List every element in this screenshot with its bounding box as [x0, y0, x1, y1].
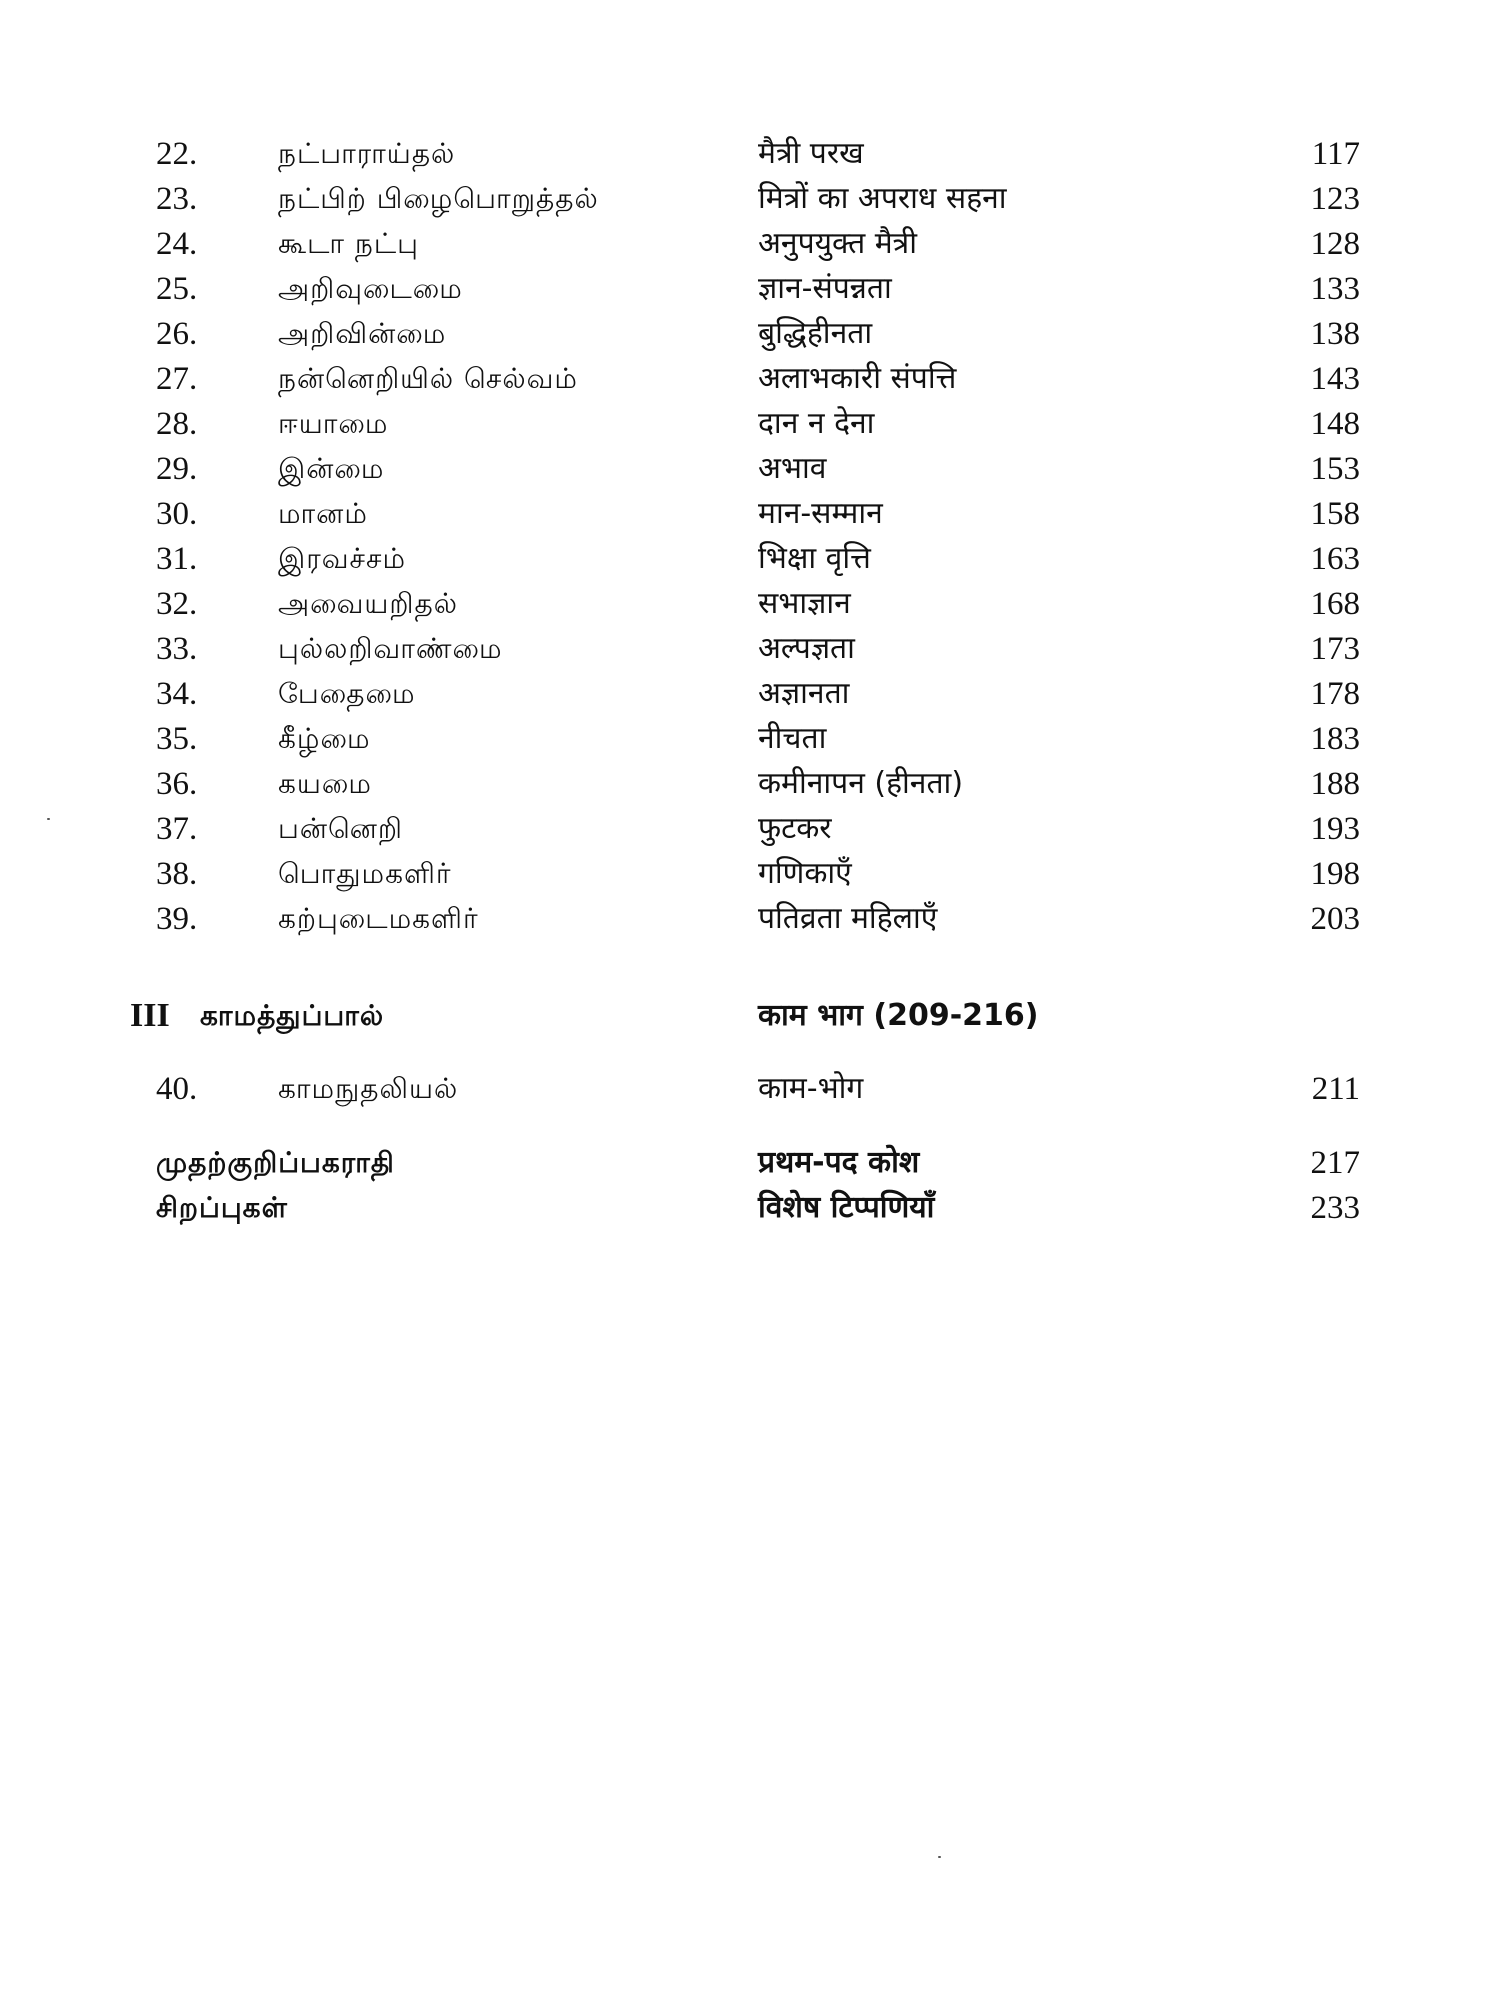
entry-number: 36. — [156, 766, 198, 802]
entry-page-number: 198 — [1310, 856, 1360, 892]
section-heading — [0, 994, 1500, 1038]
entry-hindi-title: भिक्षा वृत्ति — [758, 541, 871, 576]
entry-hindi-title: अज्ञानता — [758, 676, 850, 711]
toc-row — [0, 672, 1500, 716]
entry-number: 38. — [156, 856, 198, 892]
section-hindi-title: काम भाग (209-216) — [758, 998, 1039, 1033]
entry-hindi-title: पतिव्रता महिलाएँ — [758, 901, 938, 936]
entry-number: 24. — [156, 226, 198, 262]
entry-number: 32. — [156, 586, 198, 622]
entry-page-number: 203 — [1310, 901, 1360, 937]
entry-hindi-title: अलाभकारी संपत्ति — [758, 361, 957, 396]
entry-hindi-title: मैत्री परख — [758, 136, 864, 171]
entry-hindi-title: गणिकाएँ — [758, 856, 852, 891]
toc-row — [0, 447, 1500, 491]
entry-page-number: 128 — [1310, 226, 1360, 262]
toc-row — [0, 492, 1500, 536]
entry-number: 23. — [156, 181, 198, 217]
toc-row — [0, 402, 1500, 446]
entry-tamil-title: பொதுமகளிர் — [278, 857, 452, 890]
entry-hindi-title: ज्ञान-संपन्नता — [758, 271, 892, 306]
toc-row — [0, 897, 1500, 941]
entry-tamil-title: அறிவுடைமை — [278, 272, 463, 305]
toc-row — [0, 1067, 1500, 1111]
entry-page-number: 168 — [1310, 586, 1360, 622]
appendix-hindi-title: प्रथम-पद कोश — [758, 1145, 920, 1180]
scan-speck — [938, 1856, 941, 1858]
toc-row — [0, 807, 1500, 851]
entry-number: 40. — [156, 1071, 198, 1107]
entry-tamil-title: பன்னெறி — [278, 812, 404, 845]
entry-page-number: 211 — [1311, 1071, 1360, 1107]
entry-page-number: 163 — [1310, 541, 1360, 577]
entry-tamil-title: காமநுதலியல் — [278, 1072, 459, 1105]
toc-row — [0, 177, 1500, 221]
toc-row — [0, 222, 1500, 266]
appendix-row — [0, 1141, 1500, 1185]
entry-number: 28. — [156, 406, 198, 442]
entry-tamil-title: மானம் — [278, 497, 368, 530]
entry-hindi-title: अल्पज्ञता — [758, 631, 855, 666]
entry-page-number: 148 — [1310, 406, 1360, 442]
appendix-page-number: 217 — [1310, 1145, 1360, 1181]
entry-page-number: 117 — [1311, 136, 1360, 172]
entry-page-number: 178 — [1310, 676, 1360, 712]
entry-page-number: 173 — [1310, 631, 1360, 667]
entry-number: 26. — [156, 316, 198, 352]
entry-number: 33. — [156, 631, 198, 667]
entry-page-number: 158 — [1310, 496, 1360, 532]
toc-row — [0, 852, 1500, 896]
entry-page-number: 133 — [1310, 271, 1360, 307]
entry-number: 31. — [156, 541, 198, 577]
entry-page-number: 143 — [1310, 361, 1360, 397]
entry-hindi-title: बुद्धिहीनता — [758, 316, 873, 351]
section-tamil-title: காமத்துப்பால் — [200, 999, 385, 1032]
entry-page-number: 153 — [1310, 451, 1360, 487]
entry-number: 29. — [156, 451, 198, 487]
toc-row — [0, 762, 1500, 806]
entry-hindi-title: फुटकर — [758, 811, 832, 846]
entry-hindi-title: मित्रों का अपराध सहना — [758, 181, 1007, 216]
entry-number: 22. — [156, 136, 198, 172]
entry-tamil-title: இன்மை — [278, 452, 385, 485]
entry-number: 25. — [156, 271, 198, 307]
entry-page-number: 123 — [1310, 181, 1360, 217]
entry-tamil-title: கயமை — [278, 767, 372, 800]
toc-row — [0, 717, 1500, 761]
entry-number: 34. — [156, 676, 198, 712]
appendix-hindi-title: विशेष टिप्पणियाँ — [758, 1190, 935, 1225]
entry-page-number: 188 — [1310, 766, 1360, 802]
appendix-tamil-title: சிறப்புகள் — [156, 1191, 288, 1224]
entry-tamil-title: கீழ்மை — [278, 722, 371, 755]
entry-tamil-title: நட்பாராய்தல் — [278, 137, 456, 170]
toc-row — [0, 312, 1500, 356]
entry-hindi-title: मान-सम्मान — [758, 496, 883, 531]
appendix-tamil-title: முதற்குறிப்பகராதி — [156, 1146, 395, 1179]
entry-hindi-title: दान न देना — [758, 406, 875, 441]
entry-hindi-title: कमीनापन (हीनता) — [758, 766, 964, 801]
entry-tamil-title: இரவச்சம் — [278, 542, 407, 575]
entry-hindi-title: अनुपयुक्त मैत्री — [758, 226, 917, 261]
entry-tamil-title: பேதைமை — [278, 677, 416, 710]
toc-row — [0, 582, 1500, 626]
appendix-page-number: 233 — [1310, 1190, 1360, 1226]
entry-hindi-title: सभाज्ञान — [758, 586, 851, 621]
entry-number: 30. — [156, 496, 198, 532]
entry-hindi-title: नीचता — [758, 721, 827, 756]
entry-tamil-title: நட்பிற் பிழைபொறுத்தல் — [278, 182, 599, 215]
entry-tamil-title: அவையறிதல் — [278, 587, 458, 620]
toc-row — [0, 537, 1500, 581]
toc-row — [0, 132, 1500, 176]
entry-tamil-title: நன்னெறியில் செல்வம் — [278, 362, 578, 395]
scan-speck — [47, 818, 50, 820]
toc-row — [0, 267, 1500, 311]
entry-hindi-title: अभाव — [758, 451, 827, 486]
entry-tamil-title: ஈயாமை — [278, 407, 389, 440]
entry-page-number: 183 — [1310, 721, 1360, 757]
entry-tamil-title: கூடா நட்பு — [278, 227, 419, 260]
entry-page-number: 193 — [1310, 811, 1360, 847]
entry-tamil-title: புல்லறிவாண்மை — [278, 632, 503, 665]
toc-row — [0, 357, 1500, 401]
entry-number: 37. — [156, 811, 198, 847]
section-roman-numeral: III — [130, 997, 170, 1034]
toc-row — [0, 627, 1500, 671]
entry-number: 39. — [156, 901, 198, 937]
entry-page-number: 138 — [1310, 316, 1360, 352]
entry-tamil-title: கற்புடைமகளிர் — [278, 902, 479, 935]
appendix-row — [0, 1186, 1500, 1230]
entry-hindi-title: काम-भोग — [758, 1071, 864, 1106]
entry-number: 35. — [156, 721, 198, 757]
entry-tamil-title: அறிவின்மை — [278, 317, 447, 350]
entry-number: 27. — [156, 361, 198, 397]
